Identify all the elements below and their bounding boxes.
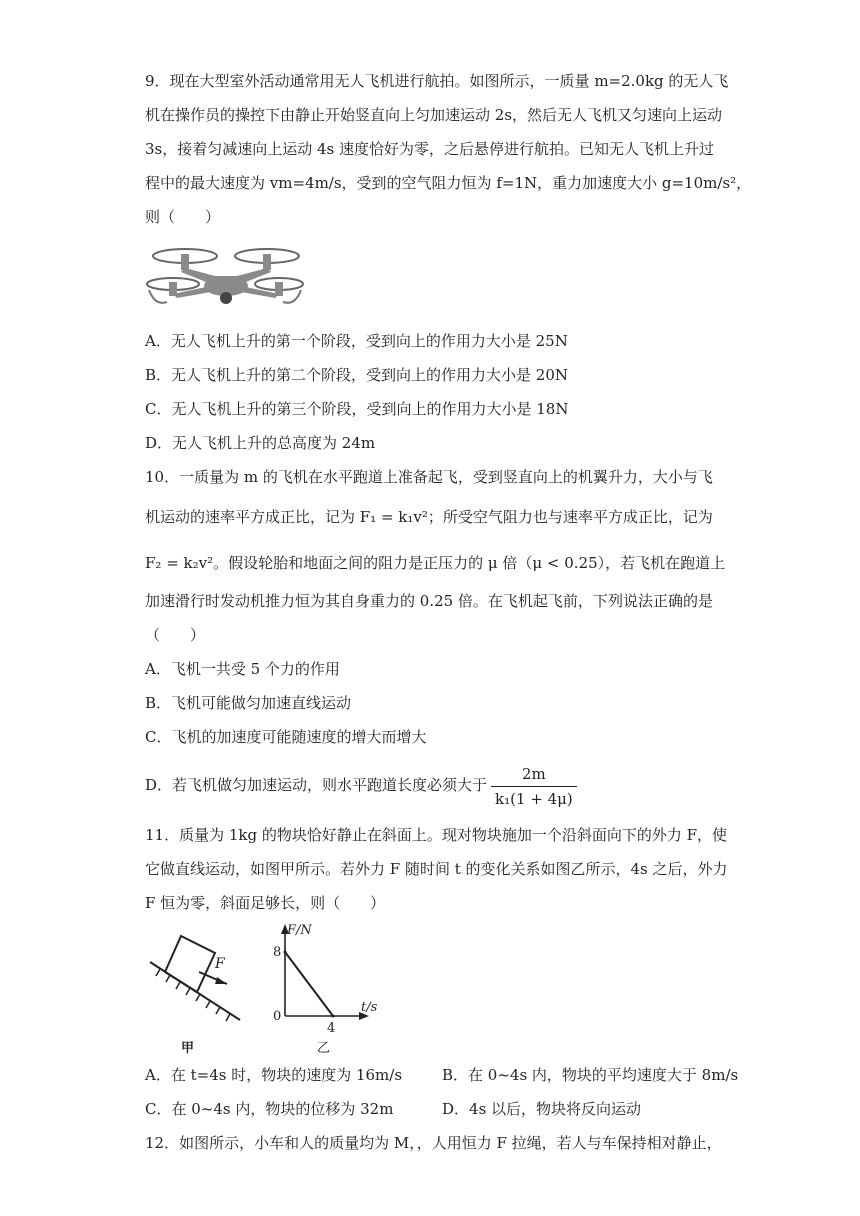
fraction-denominator: k₁(1 + 4μ) (495, 789, 573, 808)
force-time-graph (265, 920, 395, 1060)
data-point-1 (332, 1015, 335, 1018)
q9-line-3: 3s，接着匀减速向上运动 4s 速度恰好为零，之后悬停进行航拍。已知无人飞机上升过 (145, 140, 715, 158)
force-label: F (215, 956, 225, 972)
fraction-numerator: 2m (491, 764, 577, 787)
q10-line-5: （ ） (145, 626, 206, 644)
q9-option-a: A．无人飞机上升的第一个阶段，受到向上的作用力大小是 25N (145, 332, 568, 350)
q12-line-1: 12．如图所示，小车和人的质量均为 M，，人用恒力 F 拉绳，若人与车保持相对静止， (145, 1134, 722, 1152)
x-tick-label: 4 (327, 1021, 336, 1036)
figure-caption-yi: 乙 (317, 1041, 331, 1056)
q10-line-2: 机运动的速率平方成正比，记为 F₁ = k₁v²；所受空气阻力也与速率平方成正比，记为 (145, 508, 713, 526)
data-point-0 (284, 951, 287, 954)
q10-line-4: 加速滑行时发动机推力恒为其自身重力的 0.25 倍。在飞机起飞前，下列说法正确的是 (145, 592, 713, 610)
figure-caption-jia: 甲 (181, 1041, 195, 1056)
origin-label: 0 (273, 1009, 282, 1024)
q10-line-3: F₂ = k₂v²。假设轮胎和地面之间的阻力是正压力的 μ 倍（μ < 0.25），若飞机在跑道上 (145, 554, 726, 572)
q11-option-a: A．在 t=4s 时，物块的速度为 16m/s (145, 1066, 403, 1084)
q10-option-d-fraction (491, 764, 577, 809)
q11-option-b: B．在 0~4s 内，物块的平均速度大于 8m/s (442, 1066, 739, 1084)
q10-option-c: C．飞机的加速度可能随速度的增大而增大 (145, 728, 427, 746)
q9-line-1: 9．现在大型室外活动通常用无人飞机进行航拍。如图所示，一质量 m=2.0kg 的无人飞 (145, 72, 729, 90)
q9-line-4: 程中的最大速度为 vm=4m/s，受到的空气阻力恒为 f=1N，重力加速度大小 g=10m/s²， (145, 174, 752, 192)
force-time-line (285, 952, 333, 1016)
q10-option-d (145, 760, 577, 810)
q11-line-3: F 恒为零，斜面足够长，则（ ） (145, 894, 386, 912)
y-axis-label: F/N (287, 923, 312, 938)
incline-block-figure (145, 920, 255, 1060)
q10-option-d-text: D．若飞机做匀加速运动，则水平跑道长度必须大于 (145, 776, 488, 794)
q9-line-2: 机在操作员的操控下由静止开始竖直向上匀加速运动 2s，然后无人飞机又匀速向上运动 (145, 106, 723, 124)
q10-option-a: A．飞机一共受 5 个力的作用 (145, 660, 340, 678)
q10-option-b: B．飞机可能做匀加速直线运动 (145, 694, 352, 712)
y-tick-label: 8 (273, 945, 282, 960)
q11-option-d: D．4s 以后，物块将反向运动 (442, 1100, 642, 1118)
q9-option-d: D．无人飞机上升的总高度为 24m (145, 434, 376, 452)
q9-line-5: 则（ ） (145, 208, 221, 226)
q9-option-b: B．无人飞机上升的第二个阶段，受到向上的作用力大小是 20N (145, 366, 569, 384)
q10-line-1: 10．一质量为 m 的飞机在水平跑道上准备起飞，受到竖直向上的机翼升力，大小与飞 (145, 468, 713, 486)
q9-option-c: C．无人飞机上升的第三个阶段，受到向上的作用力大小是 18N (145, 400, 569, 418)
q11-line-1: 11．质量为 1kg 的物块恰好静止在斜面上。现对物块施加一个沿斜面向下的外力 F，使 (145, 826, 728, 844)
x-axis-label: t/s (361, 1000, 378, 1015)
q11-line-2: 它做直线运动，如图甲所示。若外力 F 随时间 t 的变化关系如图乙所示，4s 之后，外力 (145, 860, 728, 878)
drone-image (145, 240, 305, 316)
q11-option-c: C．在 0~4s 内，物块的位移为 32m (145, 1100, 394, 1118)
